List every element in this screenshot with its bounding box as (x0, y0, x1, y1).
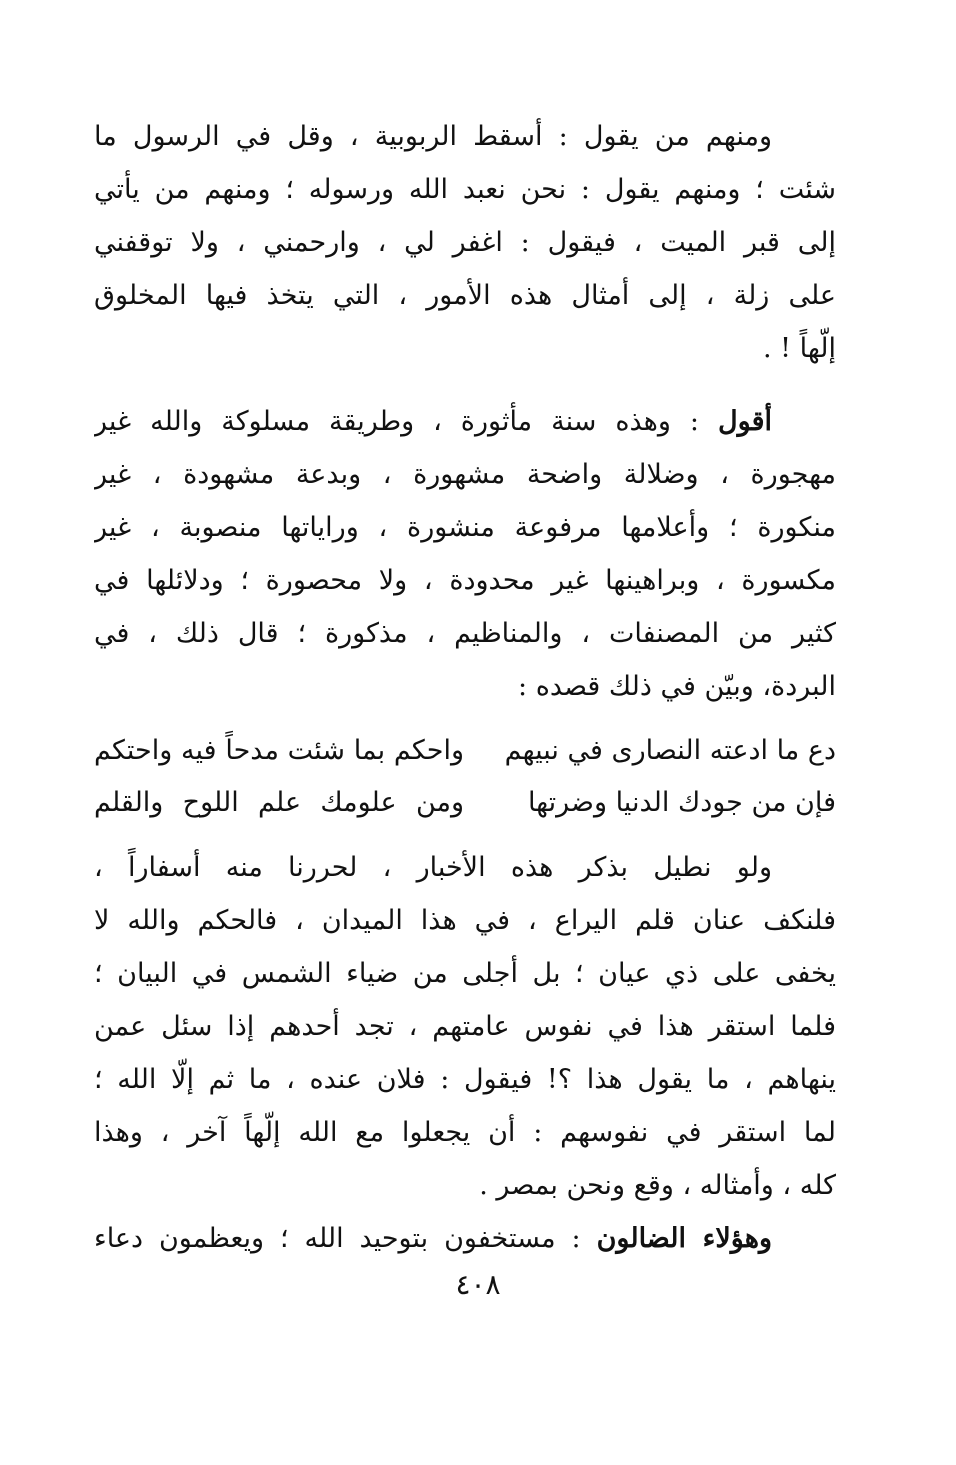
text-line: البردة، وبيّن في ذلك قصده : (518, 671, 836, 702)
text-line: مكسورة ، وبراهينها غير محدودة ، ولا محصورة ؛ ودلائلها في (94, 565, 836, 596)
text-line: ولو نطيل بذكر هذه الأخبار ، لحررنا منه أسفاراً ، (94, 852, 772, 883)
lead-word: أقول (718, 406, 772, 437)
paragraph-gap (94, 713, 836, 725)
paragraph-1 (94, 110, 836, 375)
page-body (94, 110, 836, 1265)
paragraph-2 (94, 395, 836, 713)
text-line: كله ، وأمثاله ، وقع ونحن بمصر . (479, 1170, 836, 1201)
paragraph-gap (94, 829, 836, 841)
paragraph-3 (94, 841, 836, 1212)
poem-hemistich: ومن علومك علم اللوح والقلم (94, 787, 464, 818)
text-line: لما استقر في نفوسهم : أن يجعلوا مع الله إلّهاً آخر ، وهذا (94, 1117, 836, 1148)
poem-verse (94, 725, 836, 777)
text-line: شئت ؛ ومنهم يقول : نحن نعبد الله ورسوله ؛ ومنهم من يأتي (94, 174, 836, 205)
text-line: ومنهم من يقول : أسقط الربوبية ، وقل في الرسول ما (94, 121, 772, 152)
text-line (94, 1212, 836, 1265)
text-line: منكورة ؛ وأعلامها مرفوعة منشورة ، وراياتها منصوبة ، غير (94, 512, 836, 543)
lead-line-rest: : وهذه سنة مأثورة ، وطريقة مسلوكة والله غير (94, 406, 719, 437)
page-number: ٤٠٨ (455, 1268, 501, 1301)
poem-verse (94, 777, 836, 829)
text-line: إلّهاً ! . (763, 333, 836, 364)
text-line: إلى قبر الميت ، فيقول : اغفر لي ، وارحمني ، ولا توقفني (94, 227, 836, 258)
poem-hemistich: فإن من جودك الدنيا وضرتها (527, 787, 836, 818)
lead-word: وهؤلاء الضالون (596, 1223, 773, 1254)
text-line: يخفى على ذي عيان ؛ بل أجلى من ضياء الشمس في البيان ؛ (94, 958, 836, 989)
text-line: على زلة ، إلى أمثال هذه الأمور ، التي يتخذ فيها المخلوق (94, 280, 836, 311)
poem-block (94, 725, 836, 829)
text-line: ينهاهم ، ما يقول هذا ؟! فيقول : فلان عنده ، ما ثم إلّا الله ؛ (94, 1064, 836, 1095)
lead-line-rest: : مستخفون بتوحيد الله ؛ ويعظمون دعاء (94, 1223, 597, 1254)
text-line (94, 395, 836, 448)
text-line: مهجورة ، وضلالة واضحة مشهورة ، وبدعة مشهودة ، غير (94, 459, 836, 490)
text-line: فلنكف عنان قلم اليراع ، في هذا الميدان ، فالحكم والله لا (94, 905, 836, 936)
paragraph-4 (94, 1212, 836, 1265)
text-line: فلما استقر هذا في نفوس عامتهم ، تجد أحدهم إذا سئل عمن (94, 1011, 836, 1042)
text-line: كثير من المصنفات ، والمناظيم ، مذكورة ؛ قال ذلك ، في (94, 618, 836, 649)
paragraph-gap (94, 375, 836, 395)
poem-hemistich: واحكم بما شئت مدحاً فيه واحتكم (94, 735, 464, 766)
poem-hemistich: دع ما ادعته النصارى في نبيهم (504, 735, 836, 766)
